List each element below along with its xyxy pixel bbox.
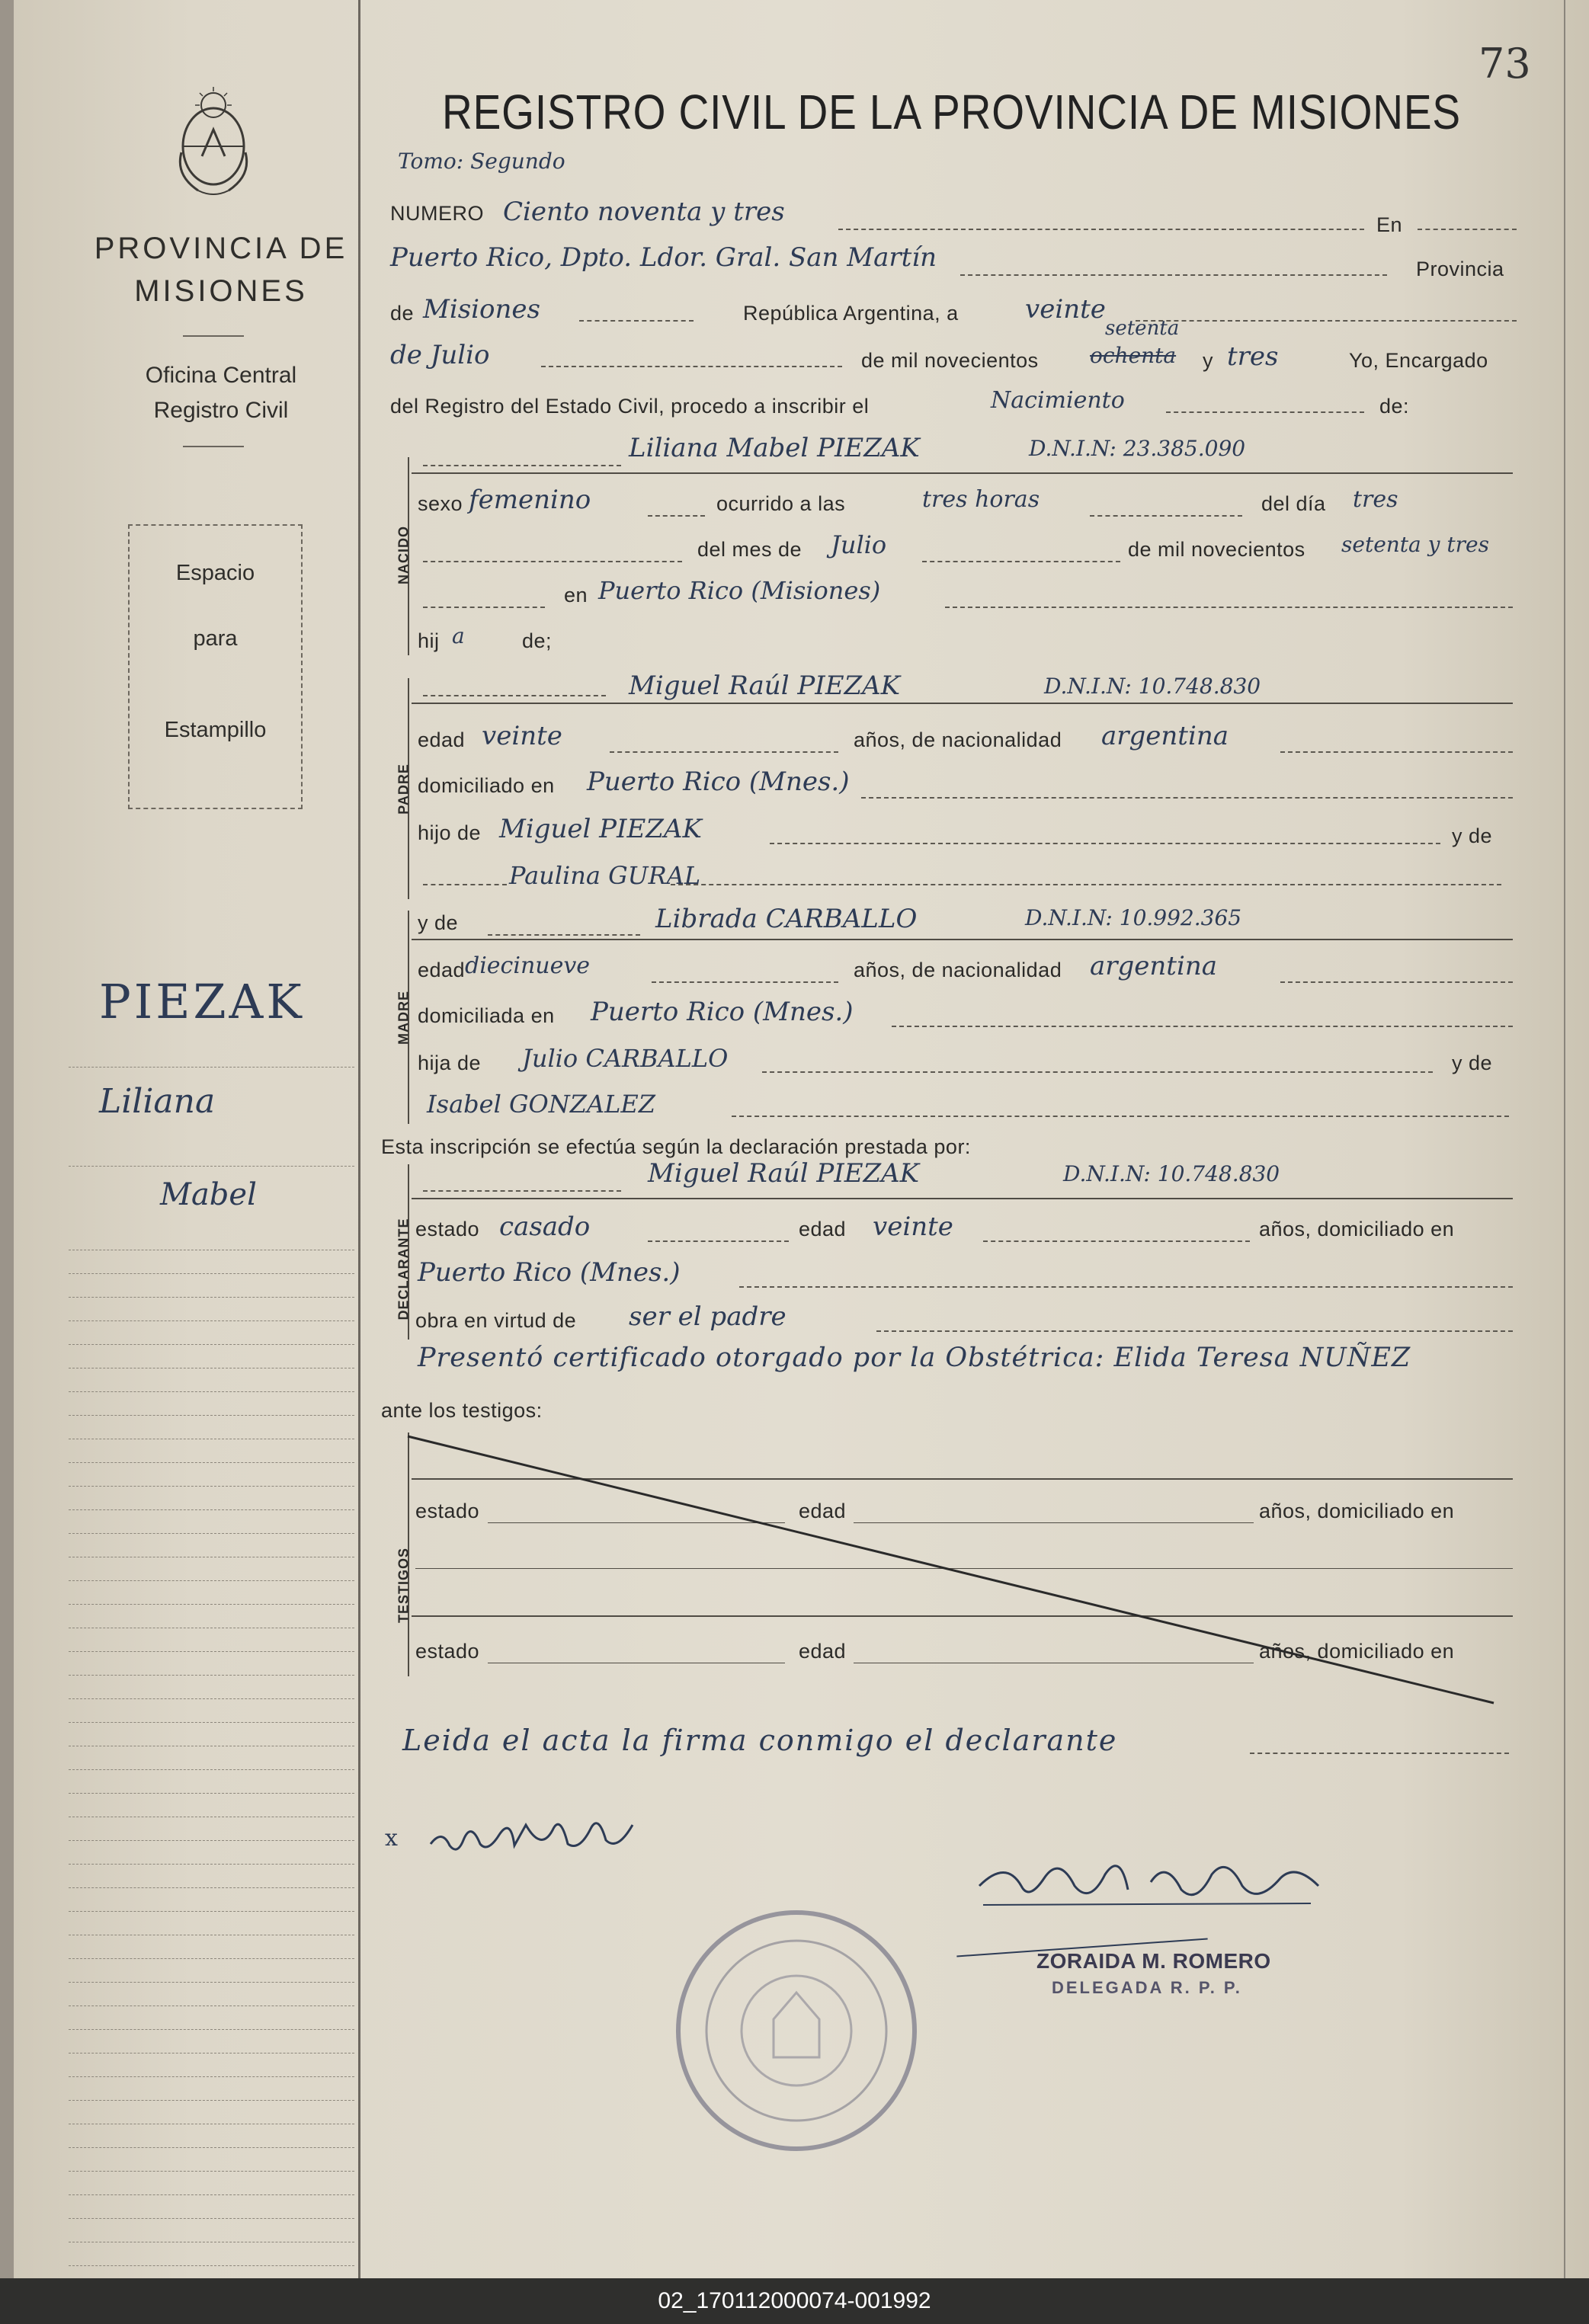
padre-name-value: Miguel Raúl PIEZAK: [629, 671, 901, 701]
row-line: [412, 939, 1513, 940]
right-margin-rule: [1564, 0, 1565, 2278]
fill-dash: [579, 320, 694, 322]
fill-dash: [423, 607, 545, 608]
fill-dash: [423, 465, 621, 466]
margin-ruled-line: [69, 2076, 354, 2077]
fill-dash: [541, 366, 842, 367]
year-struck: ochenta: [1090, 343, 1177, 368]
numero-value: Ciento noventa y tres: [503, 197, 785, 227]
testigo2-edad-label: edad: [799, 1640, 847, 1663]
day-value: veinte: [1025, 294, 1106, 325]
fill-dash: [960, 274, 1387, 276]
padre-section-label: PADRE: [396, 763, 412, 815]
official-name: ZORAIDA M. ROMERO: [1036, 1949, 1271, 1973]
year-units-value: tres: [1227, 341, 1279, 372]
margin-ruled-line: [69, 2194, 354, 2195]
numero-label: NUMERO: [390, 202, 484, 225]
coat-of-arms-icon: [168, 84, 259, 202]
fill-dash: [652, 981, 838, 983]
registro-label: del Registro del Estado Civil, procedo a inscribir el: [390, 395, 870, 418]
madre-hija-de-value: Julio CARBALLO: [522, 1044, 729, 1073]
fill-dash: [1136, 320, 1517, 322]
margin-ruled-line: [69, 1840, 354, 1841]
fill-dash: [770, 843, 1440, 844]
margin-ruled-line: [69, 1864, 354, 1865]
office-line-2: Registro Civil: [153, 398, 289, 423]
mes-label: del mes de: [697, 538, 803, 561]
testigos-section-label: TESTIGOS: [396, 1548, 412, 1624]
margin-ruled-line: [69, 1344, 354, 1345]
margin-ruled-line: [69, 2053, 354, 2054]
margin-ruled-line: [69, 1415, 354, 1416]
margin-ruled-line: [69, 1958, 354, 1959]
fill-dash: [838, 229, 1364, 230]
ocurrido-label: ocurrido a las: [716, 492, 846, 515]
declarante-note-value: Presentó certificado otorgado por la Obstétrica: Elida Teresa NUÑEZ: [418, 1343, 1411, 1373]
stamp-space-box: [128, 524, 303, 809]
margin-ruled-line: [69, 1166, 354, 1167]
fill-dash: [648, 515, 705, 517]
provincia-label: Provincia: [1416, 258, 1504, 280]
fill-dash: [648, 1240, 789, 1242]
madre-edad-value: diecinueve: [465, 952, 591, 979]
padre-dni-value: D.N.I.N: 10.748.830: [1044, 674, 1261, 699]
declarante-section-label: DECLARANTE: [396, 1218, 412, 1320]
province-value: Misiones: [423, 294, 540, 325]
stamp-space-line-3: Estampillo: [164, 718, 267, 742]
fill-dash: [1166, 411, 1364, 413]
margin-ruled-line: [69, 1533, 354, 1534]
province-heading: [76, 227, 366, 312]
margin-ruled-line: [69, 1887, 354, 1888]
padre-domicilio-label: domiciliado en: [418, 774, 555, 797]
row-line: [412, 1198, 1513, 1199]
margin-ruled-line: [69, 1769, 354, 1770]
fill-dash: [945, 607, 1513, 608]
margin-ruled-line: [69, 1982, 354, 1983]
margin-ruled-line: [69, 1580, 354, 1581]
year-label: de mil novecientos: [861, 349, 1039, 372]
margin-ruled-line: [69, 1320, 354, 1321]
office-heading: [99, 358, 343, 428]
declarante-dni-value: D.N.I.N: 10.748.830: [1063, 1161, 1280, 1186]
stamp-space-line-2: para: [193, 626, 238, 651]
margin-ruled-line: [69, 1273, 354, 1274]
testigos-intro-label: ante los testigos:: [381, 1399, 543, 1422]
madre-y-de-label: y de: [418, 911, 459, 934]
act-type-value: Nacimiento: [991, 387, 1125, 414]
anio-label: de mil novecientos: [1128, 538, 1305, 561]
fill-dash: [739, 1286, 1513, 1288]
declarante-estado-label: estado: [415, 1218, 480, 1240]
margin-ruled-line: [69, 2029, 354, 2030]
office-divider: [183, 446, 244, 447]
declarante-intro-label: Esta inscripción se efectúa según la declaración prestada por:: [381, 1135, 971, 1158]
anio-value: setenta y tres: [1341, 532, 1489, 557]
fill-dash: [423, 695, 606, 696]
madre-anios-label: años, de nacionalidad: [854, 959, 1062, 981]
margin-ruled-line: [69, 1297, 354, 1298]
place-value: Puerto Rico, Dpto. Ldor. Gral. San Martín: [390, 242, 937, 273]
testigo2-anios-label: años, domiciliado en: [1259, 1640, 1455, 1663]
hora-value: tres horas: [922, 486, 1040, 513]
fill-dash: [861, 797, 1513, 799]
encargado-label: Yo, Encargado: [1349, 349, 1488, 372]
madre-hija-de-label: hija de: [418, 1052, 482, 1074]
margin-ruled-line: [69, 2265, 354, 2266]
province-line-2: MISIONES: [134, 274, 308, 308]
padre-hijo-de-label: hijo de: [418, 821, 482, 844]
testigo1-anios-label: años, domiciliado en: [1259, 1500, 1455, 1522]
margin-surname: PIEZAK: [99, 974, 305, 1029]
padre-edad-value: veinte: [482, 721, 562, 751]
testigo1-edad-label: edad: [799, 1500, 847, 1522]
margin-ruled-line: [69, 2005, 354, 2006]
testigo1-estado-label: estado: [415, 1500, 480, 1522]
margin-ruled-line: [69, 1067, 354, 1068]
heading-divider: [183, 335, 244, 337]
fill-dash: [732, 1116, 1509, 1117]
madre-domicilio-value: Puerto Rico (Mnes.): [591, 997, 854, 1027]
nacido-name-value: Liliana Mabel PIEZAK: [629, 433, 920, 463]
padre-anios-label: años, de nacionalidad: [854, 728, 1062, 751]
declarante-estado-value: casado: [499, 1212, 591, 1242]
nacido-dni-value: D.N.I.N: 23.385.090: [1029, 436, 1246, 461]
cancel-stroke: [404, 1432, 1524, 1707]
declarante-name-value: Miguel Raúl PIEZAK: [648, 1158, 920, 1189]
office-line-1: Oficina Central: [145, 363, 297, 388]
fill-dash: [423, 884, 507, 885]
en-label: En: [1376, 213, 1403, 236]
margin-ruled-line: [69, 1698, 354, 1699]
y-label: y: [1203, 349, 1213, 372]
fill-dash: [423, 561, 682, 562]
image-id-footer: 02_170112000074-001992: [0, 2278, 1589, 2324]
padre-y-de-label: y de: [1452, 824, 1493, 847]
declarante-obra-label: obra en virtud de: [415, 1309, 577, 1332]
tomo-note: Tomo: Segundo: [398, 149, 565, 174]
fill-dash: [488, 934, 640, 936]
margin-ruled-line: [69, 1793, 354, 1794]
stamp-space-line-1: Espacio: [175, 561, 255, 585]
fill-dash: [1418, 229, 1517, 230]
page-number: 73: [1478, 40, 1531, 88]
fill-dash: [762, 1071, 1433, 1073]
margin-rule: [358, 0, 360, 2278]
closing-text: Leida el acta la firma conmigo el declarante: [402, 1724, 1118, 1757]
fill-dash: [1090, 515, 1242, 517]
official-signature: [976, 1844, 1326, 1913]
mes-value: Julio: [831, 530, 887, 559]
sexo-label: sexo: [418, 492, 463, 515]
lugar-value: Puerto Rico (Misiones): [598, 576, 881, 605]
margin-ruled-line: [69, 2100, 354, 2101]
madre-domicilio-label: domiciliada en: [418, 1004, 555, 1027]
declarante-domicilio-value: Puerto Rico (Mnes.): [418, 1257, 681, 1288]
margin-ruled-line: [69, 1462, 354, 1463]
hij-label: hij: [418, 629, 440, 652]
official-title: DELEGADA R. P. P.: [1052, 1978, 1242, 1997]
madre-name-value: Librada CARBALLO: [655, 904, 918, 934]
row-line: [412, 703, 1513, 704]
nacido-section-label: NACIDO: [396, 526, 412, 584]
declarante-edad-label: edad: [799, 1218, 847, 1240]
madre-section-label: MADRE: [396, 991, 412, 1045]
year-tens-value: setenta: [1105, 317, 1180, 340]
fill-dash: [892, 1026, 1513, 1027]
declarante-anios-label: años, domiciliado en: [1259, 1218, 1455, 1240]
margin-ruled-line: [69, 1651, 354, 1652]
padre-edad-label: edad: [418, 728, 466, 751]
fill-dash: [922, 561, 1120, 562]
madre-nacionalidad-value: argentina: [1090, 951, 1218, 981]
margin-ruled-line: [69, 1604, 354, 1605]
declarant-mark: x: [385, 1825, 398, 1852]
margin-ruled-line: [69, 2147, 354, 2148]
madre-edad-label: edad: [418, 959, 466, 981]
margin-ruled-line: [69, 1675, 354, 1676]
dia-value: tres: [1353, 486, 1398, 513]
hij-value: a: [452, 623, 465, 648]
margin-ruled-line: [69, 2171, 354, 2172]
madre-madre-value: Isabel GONZALEZ: [427, 1090, 655, 1119]
row-line: [412, 472, 1513, 474]
margin-ruled-line: [69, 1391, 354, 1392]
fill-dash: [671, 884, 1501, 885]
margin-ruled-line: [69, 2218, 354, 2219]
padre-hijo-de-value: Miguel PIEZAK: [499, 814, 702, 844]
margin-first-name: Liliana: [99, 1082, 216, 1121]
margin-ruled-line: [69, 1486, 354, 1487]
form-title: REGISTRO CIVIL DE LA PROVINCIA DE MISIONES: [442, 85, 1462, 139]
margin-ruled-line: [69, 1509, 354, 1510]
madre-y-de2-label: y de: [1452, 1052, 1493, 1074]
padre-domicilio-value: Puerto Rico (Mnes.): [587, 767, 850, 797]
fill-dash: [423, 1190, 621, 1192]
month-value: de Julio: [390, 340, 490, 370]
declarant-signature: [427, 1798, 655, 1867]
margin-ruled-line: [69, 1911, 354, 1912]
padre-nacionalidad-value: argentina: [1101, 721, 1229, 751]
fill-dash: [1280, 981, 1513, 983]
fill-dash: [1250, 1753, 1509, 1754]
fill-dash: [983, 1240, 1250, 1242]
dia-label: del día: [1261, 492, 1326, 515]
sexo-value: femenino: [469, 485, 591, 515]
fill-dash: [876, 1330, 1513, 1332]
madre-dni-value: D.N.I.N: 10.992.365: [1025, 905, 1242, 930]
fill-dash: [610, 751, 838, 753]
nacido-en-label: en: [564, 584, 588, 607]
margin-ruled-line: [69, 1722, 354, 1723]
hij-de-label: de;: [522, 629, 553, 652]
testigo2-estado-label: estado: [415, 1640, 480, 1663]
de-label: de: [390, 302, 415, 325]
page-binding: [0, 0, 14, 2278]
province-line-1: PROVINCIA DE: [94, 232, 348, 265]
republica-label: República Argentina, a: [743, 302, 959, 325]
margin-middle-name: Mabel: [160, 1177, 257, 1212]
padre-madre-value: Paulina GURAL: [509, 861, 701, 890]
fill-dash: [1280, 751, 1513, 753]
de-colon-label: de:: [1379, 395, 1410, 418]
declarante-edad-value: veinte: [873, 1212, 953, 1242]
official-seal: [671, 1905, 922, 2156]
declarante-obra-value: ser el padre: [629, 1301, 786, 1332]
